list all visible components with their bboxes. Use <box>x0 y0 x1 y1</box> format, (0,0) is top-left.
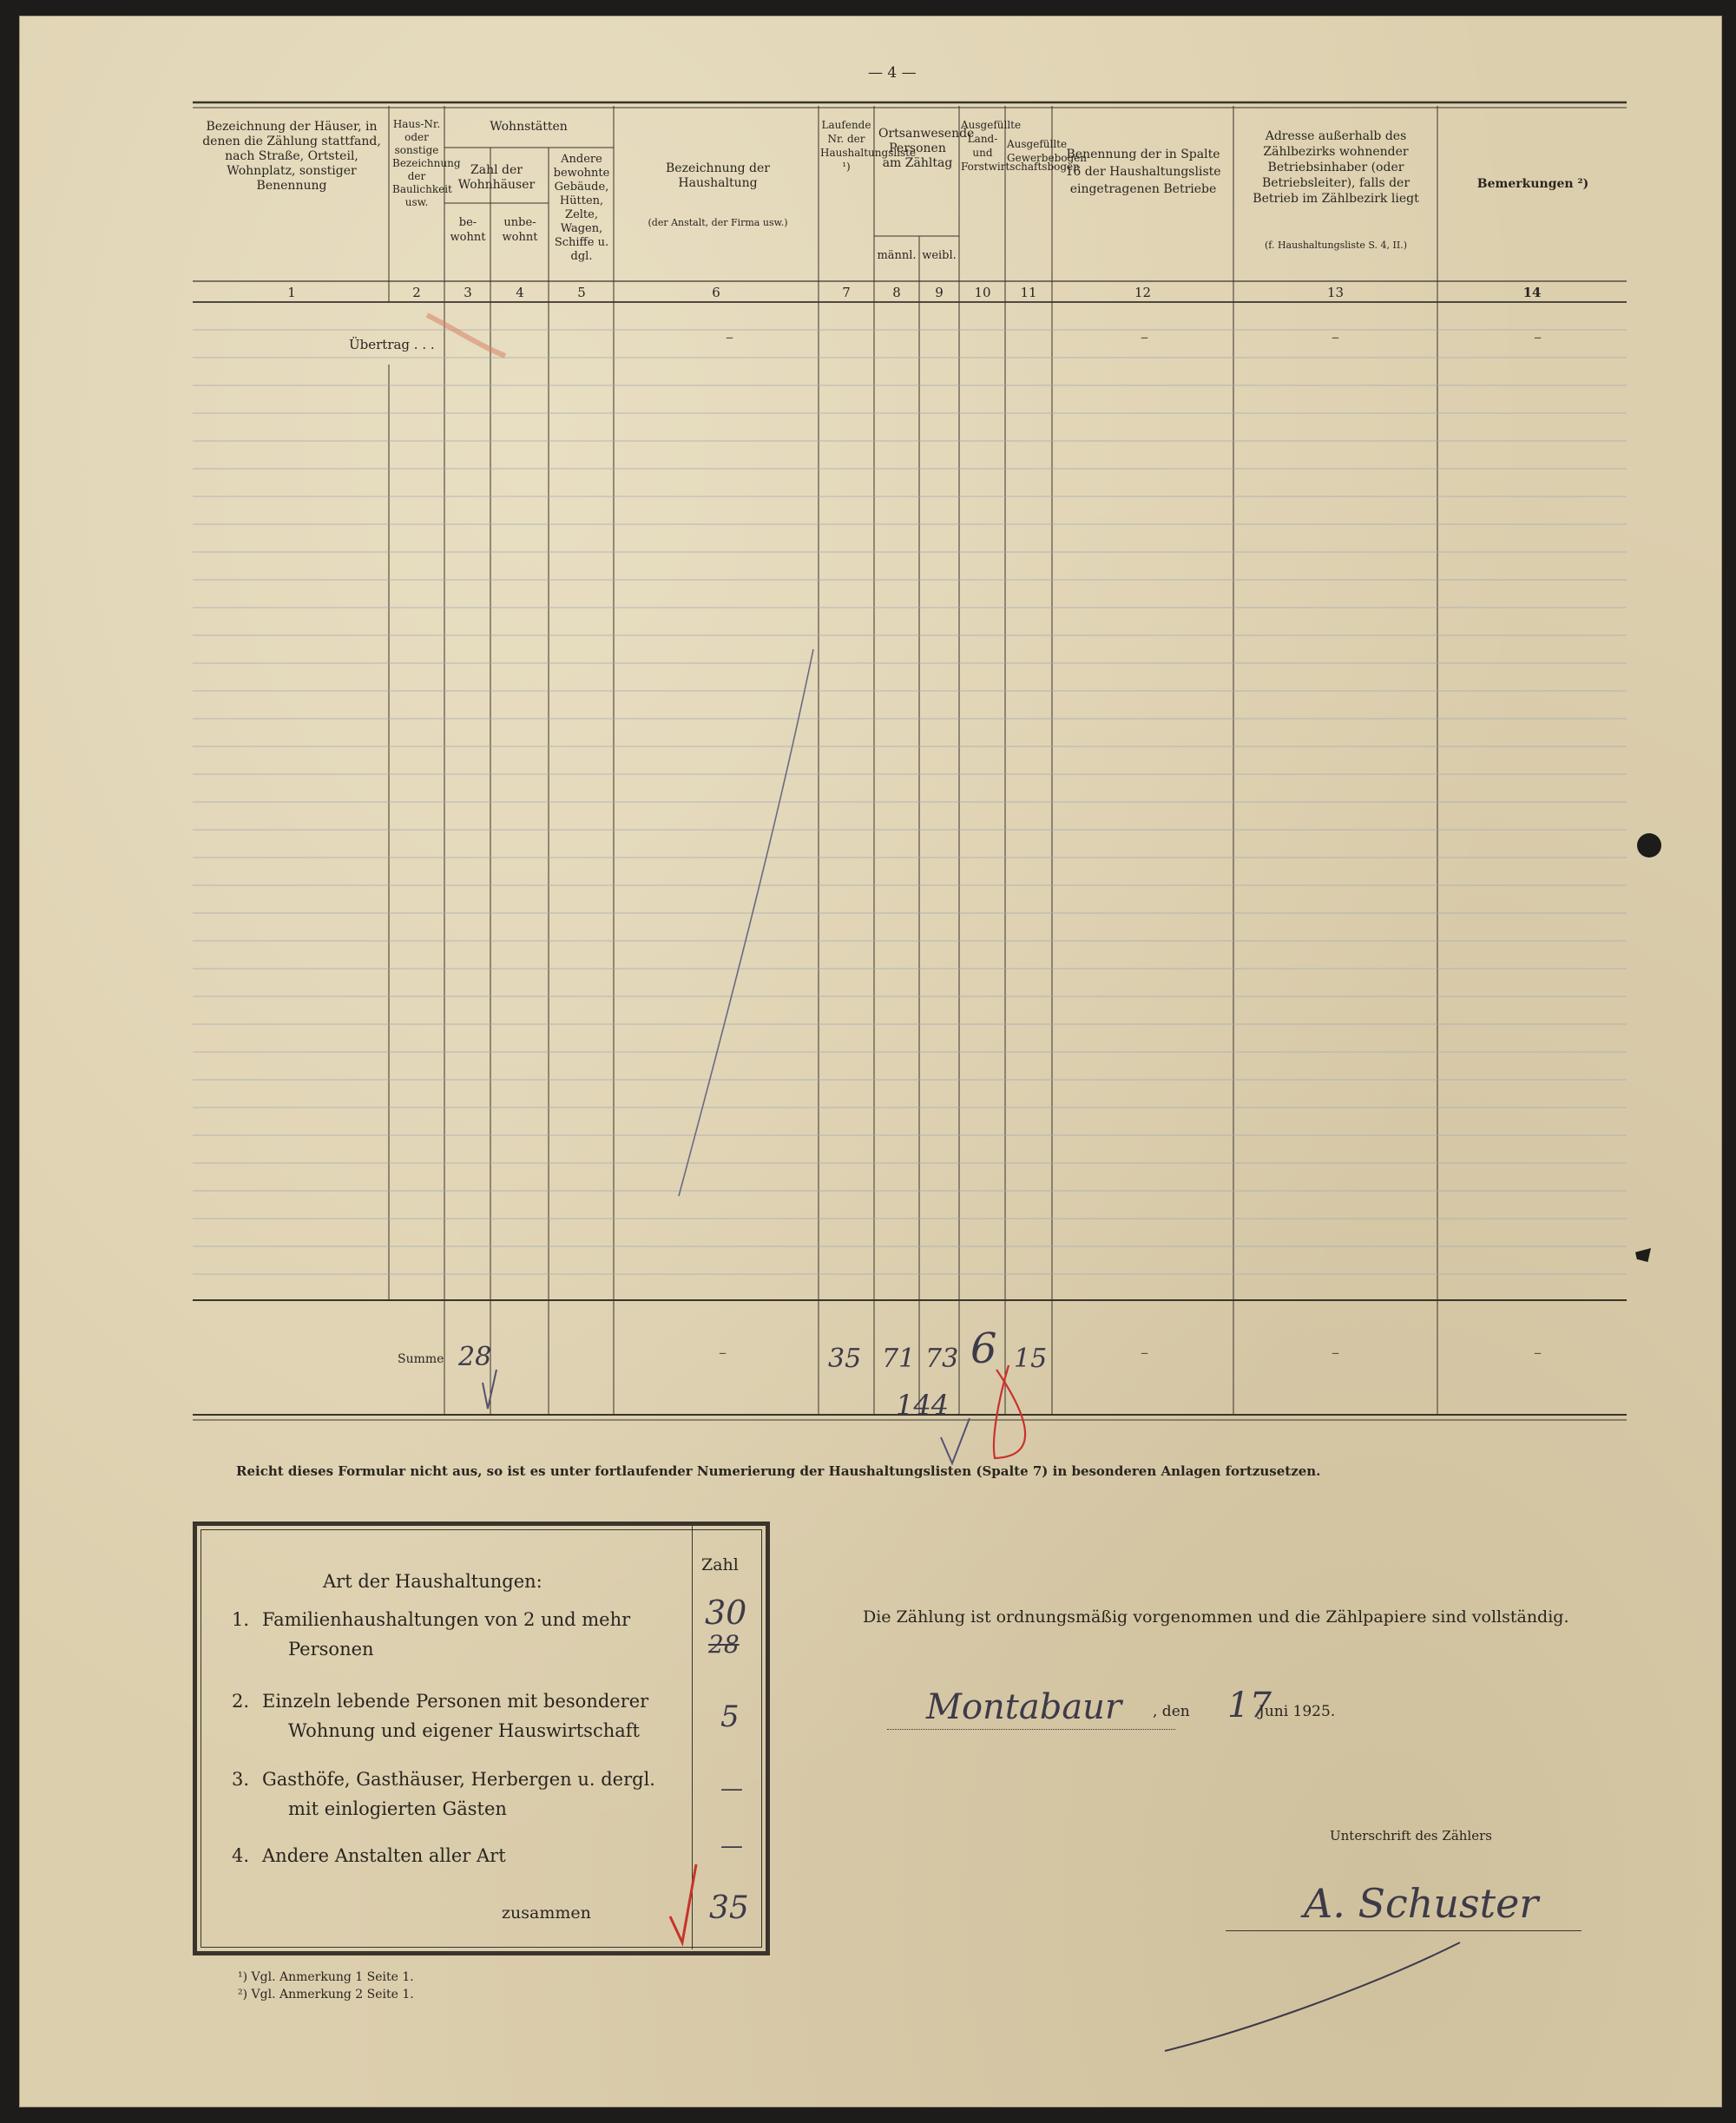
page-number: — 4 — <box>868 64 917 82</box>
item-line: Einzeln lebende Personen mit besonderer <box>262 1691 649 1712</box>
col-number: 1 <box>287 285 296 300</box>
item-value: — <box>720 1833 743 1859</box>
col-6-header: Bezeichnung der Haushaltung <box>666 161 770 190</box>
signature-stroke <box>1147 1925 1477 2064</box>
item-line: Familienhaushaltungen von 2 und mehr <box>262 1609 631 1630</box>
dash: – <box>1534 1344 1542 1362</box>
place-handwritten: Montabaur <box>926 1687 1122 1727</box>
item-value: 5 <box>720 1699 740 1734</box>
punch-hole <box>1637 833 1661 858</box>
table-grid <box>19 16 1722 1491</box>
footnote-1: ¹) Vgl. Anmerkung 1 Seite 1. <box>238 1970 414 1984</box>
wohnstaetten-header: Wohnstätten <box>490 120 568 134</box>
day-handwritten: 17 <box>1227 1686 1272 1725</box>
dash: – <box>1332 1344 1339 1362</box>
date-prefix: , den <box>1153 1703 1190 1720</box>
item-number: 1. <box>232 1609 250 1630</box>
col-12-header: Benennung der in Spalte 16 der Haushaltungsliste eingetragenen Betriebe <box>1065 148 1221 196</box>
col-number: 14 <box>1522 285 1542 300</box>
col-2-header: Haus-Nr. oder sonstige Bezeichnung der Baulichkeit usw. <box>392 118 461 208</box>
col-number: 6 <box>712 285 720 300</box>
dash: – <box>1332 328 1339 346</box>
total-value: 35 <box>709 1890 749 1926</box>
dash: – <box>1141 1344 1148 1362</box>
box-title: Art der Haushaltungen: <box>323 1571 542 1592</box>
item-line: Andere Anstalten aller Art <box>262 1845 506 1866</box>
col-number: 5 <box>577 285 586 300</box>
item-line: Wohnung und eigener Hauswirtschaft <box>288 1720 640 1741</box>
place-line <box>887 1729 1175 1730</box>
col-number: 4 <box>516 285 524 300</box>
summe-col9: 73 <box>925 1344 959 1374</box>
col-number: 2 <box>412 285 421 300</box>
col-number: 7 <box>842 285 851 300</box>
col-13-note: (f. Haushaltungsliste S. 4, II.) <box>1265 240 1407 251</box>
col-7-header: Laufende Nr. der Haushaltungsliste ¹) <box>820 119 917 173</box>
dash: – <box>719 1344 727 1362</box>
total-label: zusammen <box>502 1903 591 1923</box>
tick-mark <box>483 1370 496 1409</box>
col-number: 3 <box>464 285 472 300</box>
col-3-header: be-wohnt <box>450 216 486 244</box>
col-14-header: Bemerkungen ²) <box>1476 177 1589 191</box>
item-line: mit einlogierten Gästen <box>288 1798 507 1819</box>
col-13-header: Adresse außerhalb des Zählbezirks wohnender Betriebsinhaber (oder Betriebsleiter), falls der Betrieb im Zählbezirk liegt <box>1253 129 1419 206</box>
summe-col11: 15 <box>1014 1344 1048 1374</box>
col-number: 12 <box>1134 285 1152 300</box>
census-form-page <box>19 16 1722 2107</box>
col-number: 13 <box>1326 285 1345 300</box>
col-number: 8 <box>892 285 901 300</box>
col-4-header: unbe-wohnt <box>502 216 538 244</box>
item-line: Gasthöfe, Gasthäuser, Herbergen u. dergl. <box>262 1769 655 1790</box>
signature-label: Unterschrift des Zählers <box>1330 1828 1492 1844</box>
item-line: Personen <box>288 1639 374 1660</box>
item-number: 4. <box>232 1845 250 1866</box>
month-year: Juni 1925. <box>1259 1703 1336 1720</box>
col-1-header: Bezeichnung der Häuser, in denen die Zählung stattfand, nach Straße, Ortsteil, Wohnplatz, sonstiger Benennung <box>202 120 381 193</box>
summe-col10: 6 <box>970 1324 997 1373</box>
dash: – <box>1534 328 1542 346</box>
col-10-header: Ausgefüllte Land- und Forstwirtschaftsbogen <box>961 119 1080 173</box>
summe-col8: 71 <box>882 1344 916 1374</box>
zahl-label: Zahl <box>701 1555 739 1574</box>
summe-col3: 28 <box>458 1342 492 1372</box>
certification-text: Die Zählung ist ordnungsmäßig vorgenommen und die Zählpapiere sind vollständig. <box>863 1607 1569 1627</box>
enumerator-signature: A. Schuster <box>1304 1880 1539 1927</box>
pencil-stroke <box>679 649 813 1196</box>
item-number: 2. <box>232 1691 250 1712</box>
col-8-header: männl. <box>877 249 917 262</box>
item-value: — <box>720 1776 743 1802</box>
footnote-2: ²) Vgl. Anmerkung 2 Seite 1. <box>238 1988 414 2001</box>
col-5-header: Andere bewohnte Gebäude, Hütten, Zelte, Wagen, Schiffe u. dgl. <box>553 153 610 263</box>
persons-total: 144 <box>896 1389 950 1422</box>
col-9-header: weibl. <box>922 249 957 262</box>
summe-col7: 35 <box>828 1344 862 1374</box>
item-value: 30 <box>705 1594 747 1632</box>
col-number: 10 <box>974 285 991 300</box>
red-check-mark <box>994 1365 1025 1458</box>
continuation-notice: Reicht dieses Formular nicht aus, so ist es unter fortlaufender Numerierung der Haushaltungslisten (Spalte 7) in besonderen Anlagen fortzusetzen. <box>236 1463 1321 1479</box>
item-number: 3. <box>232 1769 250 1790</box>
summe-label: Summe <box>398 1352 444 1366</box>
col-number: 9 <box>935 285 944 300</box>
dash: – <box>726 328 733 346</box>
col-11-header: Ausgefüllte Gewerbebogen <box>1007 138 1087 164</box>
dash: – <box>1141 328 1148 346</box>
uebertrag-label: Übertrag . . . <box>349 337 435 352</box>
check-mark <box>941 1418 970 1463</box>
ortsanwesende-header: Ortsanwesende Personen am Zähltag <box>878 127 975 170</box>
col-number: 11 <box>1020 285 1037 300</box>
red-total-check <box>661 1856 713 1951</box>
ruled-lines <box>193 330 1627 1274</box>
item-struck-value: 28 <box>708 1630 740 1659</box>
zahl-wohnhaeuser-header: Zahl der Wohnhäuser <box>457 163 536 192</box>
col-6-note: (der Anstalt, der Firma usw.) <box>648 217 788 228</box>
red-smudge <box>427 315 505 356</box>
